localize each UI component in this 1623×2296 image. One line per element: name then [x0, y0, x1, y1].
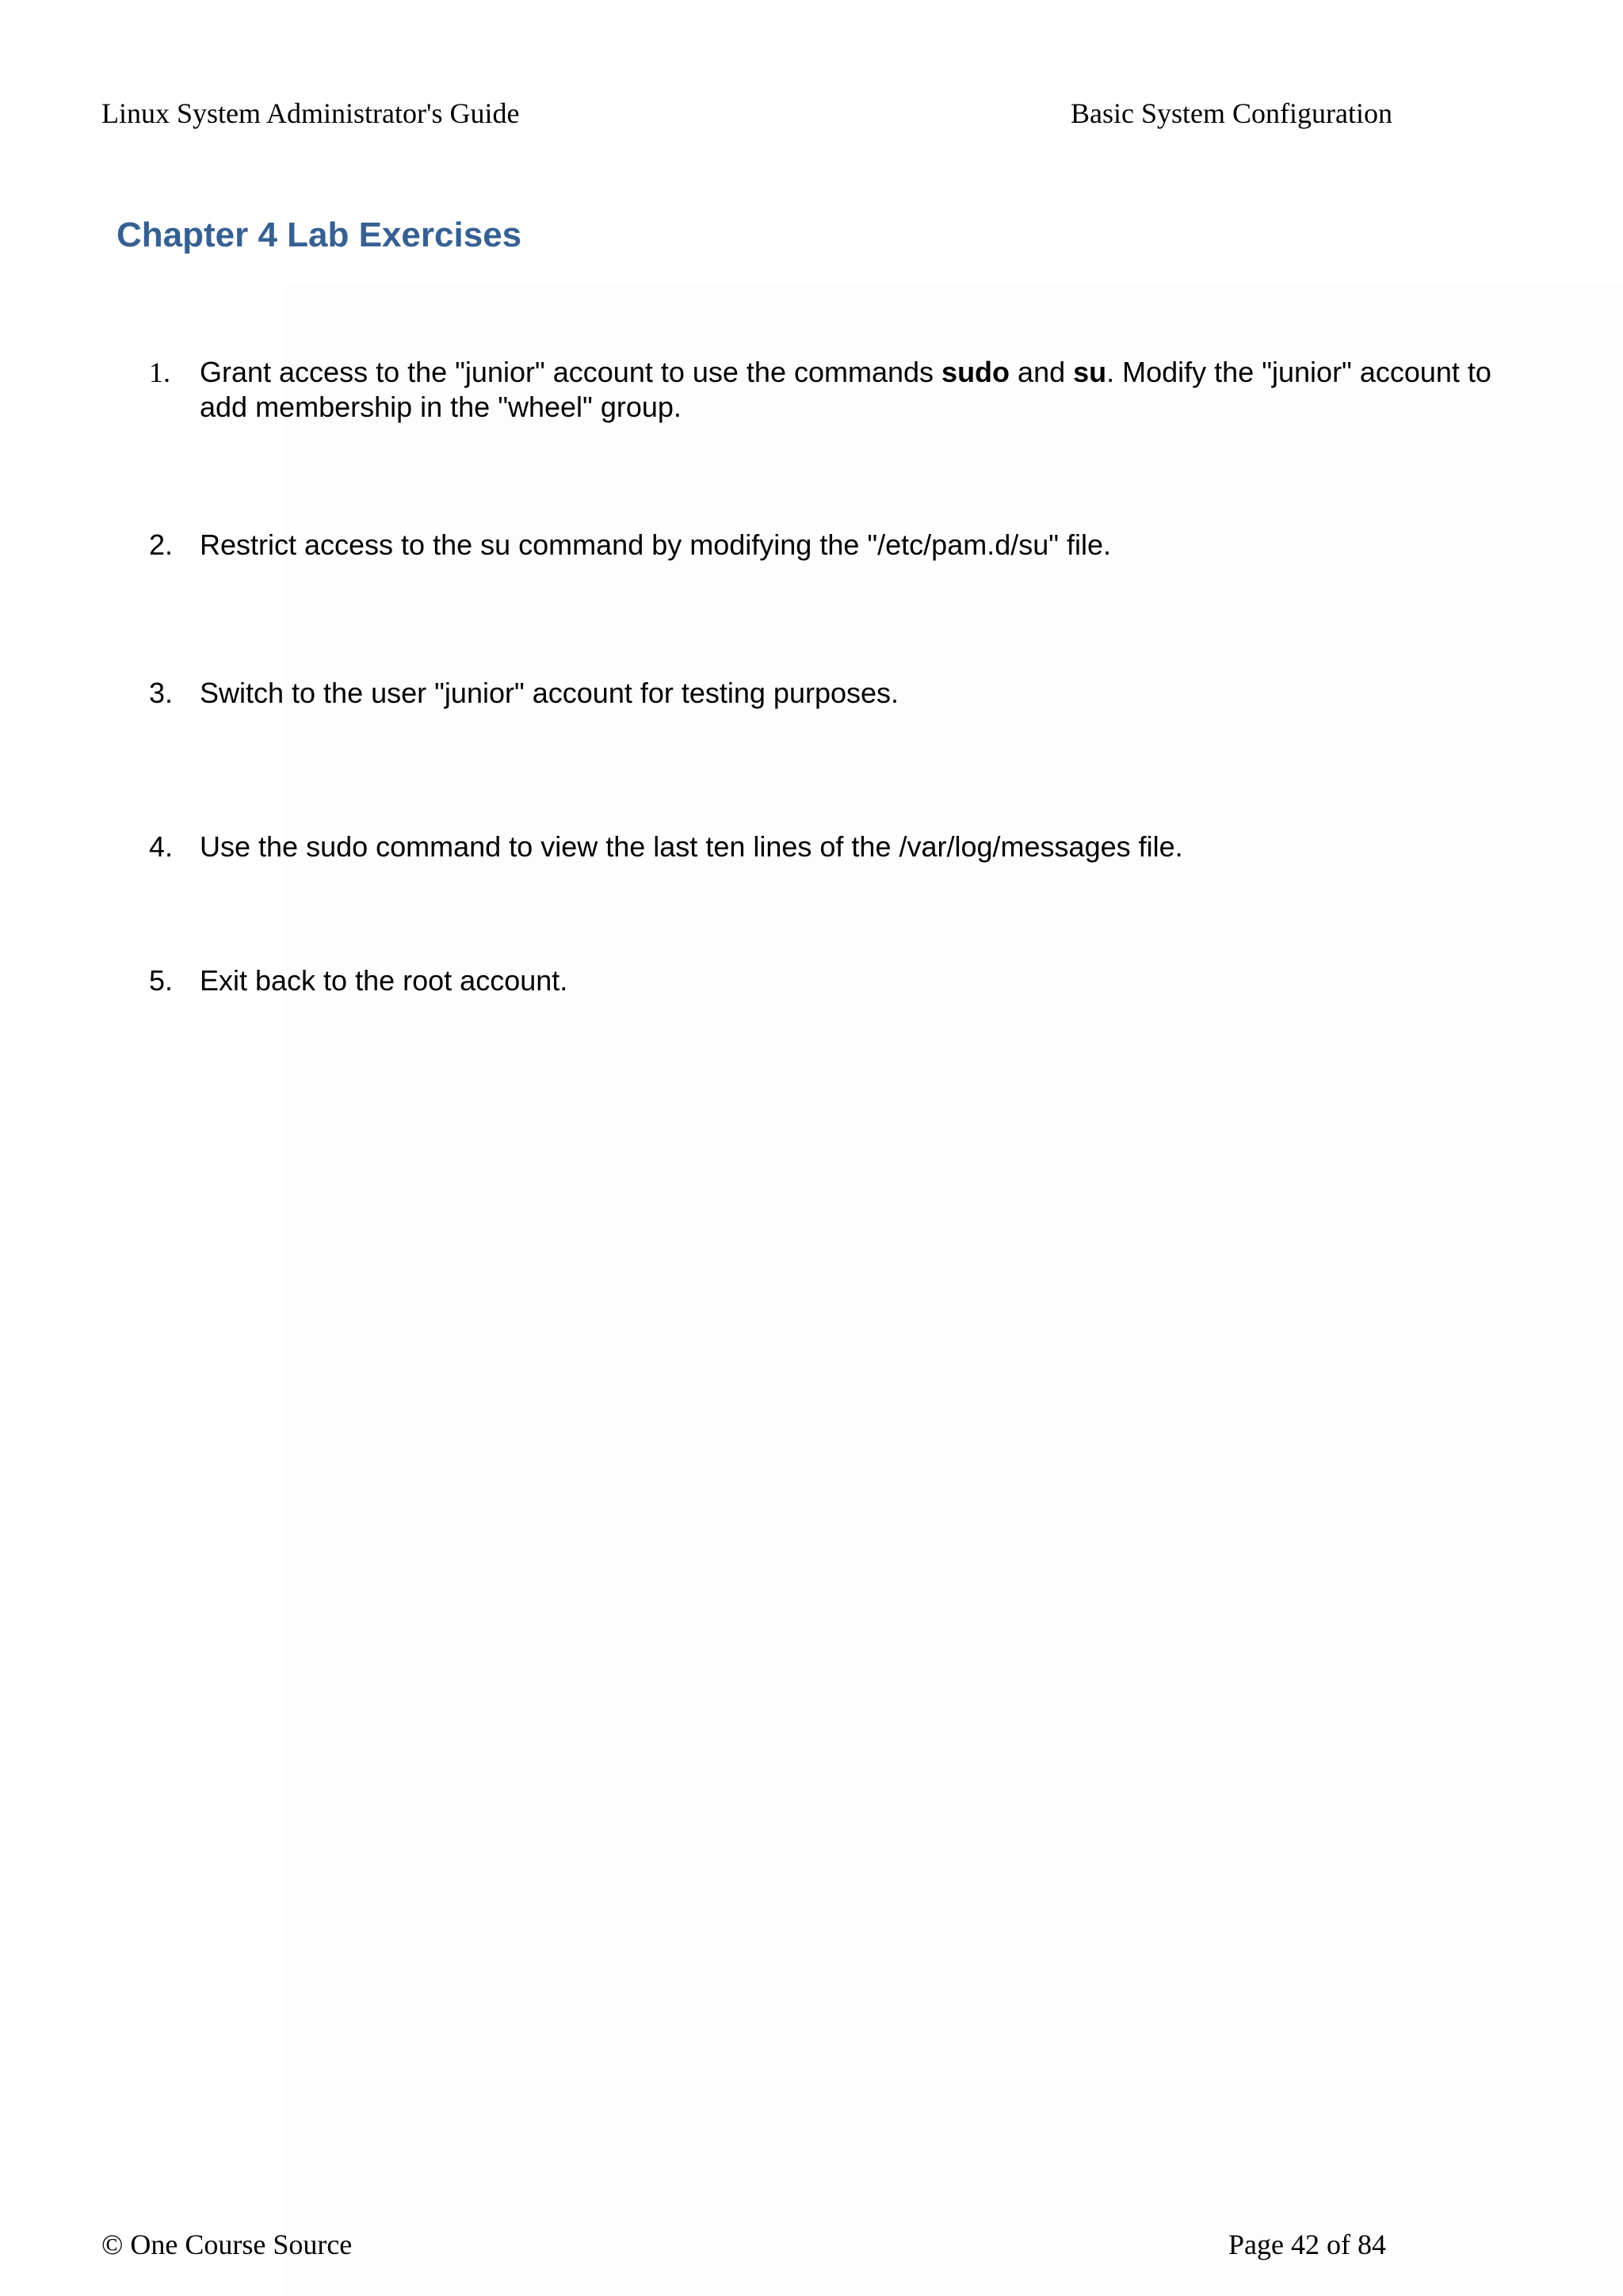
exercise-item-3 [149, 676, 1528, 711]
exercise-text: Exit back to the root account. [200, 964, 568, 997]
exercise-text-part: . Modify the "junior" account to add membership in the "wheel" group. [200, 356, 1491, 423]
command-su: su [1073, 356, 1107, 388]
exercise-number: 3. [149, 677, 174, 709]
exercise-number: 1. [149, 357, 170, 388]
exercise-number: 2. [149, 528, 174, 561]
exercise-text-part: Grant access to the "junior" account to use the commands [200, 356, 942, 388]
content-background [285, 285, 1623, 2296]
exercise-text: Switch to the user "junior" account for testing purposes. [200, 677, 899, 709]
exercise-text-part: and [1010, 356, 1074, 388]
header-guide-title: Linux System Administrator's Guide [101, 97, 520, 129]
exercise-item-2 [149, 528, 1528, 563]
exercise-item-5 [149, 963, 1528, 998]
exercise-item-4 [149, 830, 1528, 864]
header-section-title: Basic System Configuration [1071, 97, 1392, 129]
exercise-text [200, 355, 1528, 425]
exercise-text: Use the sudo command to view the last ten lines of the /var/log/messages file. [200, 830, 1183, 863]
chapter-title: Chapter 4 Lab Exercises [116, 215, 522, 254]
exercise-item-1 [149, 355, 1528, 425]
exercise-number: 4. [149, 830, 174, 863]
exercise-text: Restrict access to the su command by modifying the "/etc/pam.d/su" file. [200, 528, 1112, 561]
footer-page-number: Page 42 of 84 [1228, 2229, 1386, 2260]
footer-copyright: © One Course Source [101, 2229, 353, 2260]
command-sudo: sudo [941, 356, 1010, 388]
exercise-number: 5. [149, 964, 174, 997]
